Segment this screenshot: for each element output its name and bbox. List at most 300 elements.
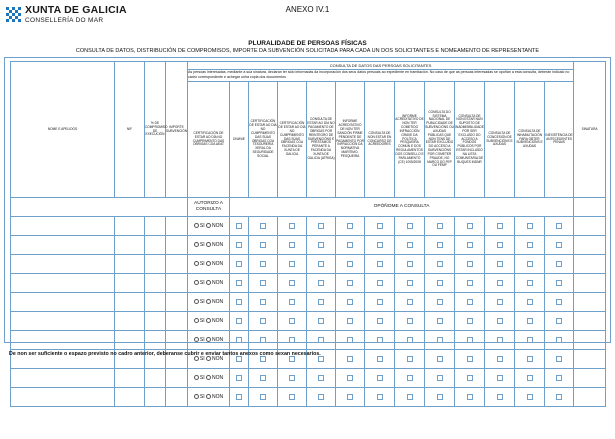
- oppose-cell: [278, 236, 307, 255]
- oppose-cell: [307, 217, 336, 236]
- oppose-checkbox[interactable]: [556, 299, 562, 305]
- oppose-cell: [336, 350, 365, 369]
- oppose-checkbox[interactable]: [527, 337, 533, 343]
- oppose-checkbox[interactable]: [347, 394, 353, 400]
- oppose-checkbox[interactable]: [260, 242, 266, 248]
- oppose-cell: [395, 331, 425, 350]
- oppose-checkbox[interactable]: [437, 261, 443, 267]
- consult-col-header-11: CONSULTA DE CONCESIÓN DE SUBVENCIÓNS E AXUDAS: [485, 82, 515, 198]
- oppose-cell: [395, 217, 425, 236]
- authorize-radio-group: [188, 293, 230, 312]
- oppose-checkbox[interactable]: [289, 375, 295, 381]
- oppose-checkbox[interactable]: [289, 337, 295, 343]
- oppose-checkbox[interactable]: [260, 375, 266, 381]
- applicant-row: [11, 236, 606, 255]
- nome-field[interactable]: [11, 255, 115, 274]
- oppose-checkbox[interactable]: [467, 223, 473, 229]
- oppose-checkbox[interactable]: [347, 356, 353, 362]
- radio-si[interactable]: [194, 299, 199, 304]
- radio-si-label: SI: [199, 223, 205, 229]
- oppose-cell: [230, 312, 249, 331]
- sinatura-field[interactable]: [574, 331, 606, 350]
- oppose-checkbox[interactable]: [260, 299, 266, 305]
- oppose-checkbox[interactable]: [318, 375, 324, 381]
- radio-non[interactable]: [206, 223, 211, 228]
- oppose-checkbox[interactable]: [467, 356, 473, 362]
- oppose-cell: [425, 350, 455, 369]
- oppose-checkbox[interactable]: [527, 280, 533, 286]
- oppose-checkbox[interactable]: [377, 394, 383, 400]
- oppose-cell: [425, 236, 455, 255]
- radio-non-label: NON: [212, 299, 224, 305]
- oppose-checkbox[interactable]: [467, 299, 473, 305]
- radio-si[interactable]: [194, 223, 199, 228]
- oppose-checkbox[interactable]: [289, 299, 295, 305]
- oppose-checkbox[interactable]: [556, 394, 562, 400]
- radio-si[interactable]: [194, 261, 199, 266]
- consult-col-header-4: CERTIFICACIÓN DE ESTAR AO DÍA NO CUMPRIMENTO DAS SÚAS OBRIGAS COA FACENDA DA XUNTA DE GALICIA: [278, 82, 307, 198]
- oppose-cell: [395, 274, 425, 293]
- sinatura-field[interactable]: [574, 369, 606, 388]
- oppose-checkbox[interactable]: [260, 394, 266, 400]
- nif-field[interactable]: [115, 369, 145, 388]
- consult-col-header-1: CERTIFICACIÓN DE ESTAR AO DÍA NO CUMPRIMENTO DAS OBRIGAS COA AEAT: [188, 82, 230, 198]
- oppose-cell: [425, 388, 455, 407]
- oppose-cell: [485, 312, 515, 331]
- oppose-checkbox[interactable]: [497, 223, 503, 229]
- radio-non[interactable]: [206, 337, 211, 342]
- nif-field[interactable]: [115, 217, 145, 236]
- oppose-checkbox[interactable]: [236, 394, 242, 400]
- oppose-checkbox[interactable]: [347, 261, 353, 267]
- oppose-cell: [336, 388, 365, 407]
- oppose-cell: [545, 217, 574, 236]
- oppose-checkbox[interactable]: [497, 356, 503, 362]
- oppose-checkbox[interactable]: [289, 223, 295, 229]
- sinatura-field[interactable]: [574, 236, 606, 255]
- oppose-checkbox[interactable]: [527, 356, 533, 362]
- oppose-cell: [336, 312, 365, 331]
- oppose-checkbox[interactable]: [236, 280, 242, 286]
- oppose-cell: [485, 236, 515, 255]
- nome-field[interactable]: [11, 236, 115, 255]
- oppose-checkbox[interactable]: [407, 375, 413, 381]
- radio-non[interactable]: [206, 299, 211, 304]
- oppose-checkbox[interactable]: [497, 261, 503, 267]
- oppose-cell: [425, 255, 455, 274]
- oppose-cell: [249, 388, 278, 407]
- oppose-cell: [515, 312, 545, 331]
- oppose-cell: [307, 293, 336, 312]
- oppose-cell: [395, 236, 425, 255]
- consulta-text: As persoas interesadas, mediante a súa sinatura, declaran ter sido informadas da incorporación dos seus datos persoais ao expediente en tramitación. No caso de que as persoas interesadas se opoñan a esta consulta, deberán indicalo no cadro correspondente e achegar unha copia dos documentos: [188, 70, 574, 82]
- oppose-checkbox[interactable]: [318, 280, 324, 286]
- nome-field[interactable]: [11, 312, 115, 331]
- radio-non[interactable]: [206, 318, 211, 323]
- oppose-cell: [230, 274, 249, 293]
- oppose-checkbox[interactable]: [556, 261, 562, 267]
- oppose-cell: [425, 293, 455, 312]
- oppose-cell: [278, 312, 307, 331]
- importe-field[interactable]: [166, 293, 188, 312]
- nome-field[interactable]: [11, 217, 115, 236]
- oppose-cell: [485, 217, 515, 236]
- oppose-checkbox[interactable]: [527, 261, 533, 267]
- oppose-checkbox[interactable]: [407, 280, 413, 286]
- oppose-cell: [455, 274, 485, 293]
- oppose-checkbox[interactable]: [407, 223, 413, 229]
- oppose-checkbox[interactable]: [236, 261, 242, 267]
- radio-si[interactable]: [194, 337, 199, 342]
- oppose-checkbox[interactable]: [260, 280, 266, 286]
- oppose-checkbox[interactable]: [556, 242, 562, 248]
- oppose-cell: [515, 236, 545, 255]
- oppose-cell: [545, 293, 574, 312]
- consult-col-header-12: CONSULTA DE INHABILITACIÓN PARA OBTER SUBVENCIÓNS E AXUDAS: [515, 82, 545, 198]
- oppose-cell: [336, 331, 365, 350]
- oppose-checkbox[interactable]: [347, 242, 353, 248]
- oppose-cell: [278, 293, 307, 312]
- applicant-row: [11, 331, 606, 350]
- oppose-cell: [278, 274, 307, 293]
- oppose-checkbox[interactable]: [289, 394, 295, 400]
- radio-non[interactable]: [206, 261, 211, 266]
- oppose-cell: [545, 236, 574, 255]
- oppose-cell: [230, 293, 249, 312]
- oppose-checkbox[interactable]: [318, 223, 324, 229]
- oppose-checkbox[interactable]: [347, 337, 353, 343]
- oppose-checkbox[interactable]: [289, 261, 295, 267]
- oppose-checkbox[interactable]: [377, 318, 383, 324]
- oppose-checkbox[interactable]: [437, 318, 443, 324]
- authorize-radio-group: [188, 217, 230, 236]
- nome-field[interactable]: [11, 331, 115, 350]
- oppose-cell: [307, 255, 336, 274]
- oppose-checkbox[interactable]: [556, 337, 562, 343]
- oppose-cell: [425, 369, 455, 388]
- oppose-checkbox[interactable]: [467, 242, 473, 248]
- oppose-cell: [278, 388, 307, 407]
- applicant-row: [11, 388, 606, 407]
- radio-si[interactable]: [194, 318, 199, 323]
- nif-field[interactable]: [115, 312, 145, 331]
- oppose-checkbox[interactable]: [407, 337, 413, 343]
- oppose-checkbox[interactable]: [377, 223, 383, 229]
- importe-field[interactable]: [166, 369, 188, 388]
- sinatura-field[interactable]: [574, 312, 606, 331]
- col-nome-header: NOME E APELIDOS: [11, 62, 115, 198]
- oppose-cell: [455, 217, 485, 236]
- authorize-radio-group: [188, 369, 230, 388]
- oppose-checkbox[interactable]: [497, 280, 503, 286]
- oppose-checkbox[interactable]: [497, 394, 503, 400]
- oppose-checkbox[interactable]: [497, 299, 503, 305]
- radio-si[interactable]: [194, 280, 199, 285]
- oppose-checkbox[interactable]: [347, 223, 353, 229]
- oppose-checkbox[interactable]: [318, 337, 324, 343]
- authorize-radio-group: [188, 312, 230, 331]
- oppose-checkbox[interactable]: [407, 242, 413, 248]
- oppose-checkbox[interactable]: [260, 318, 266, 324]
- oppose-checkbox[interactable]: [347, 318, 353, 324]
- oppose-cell: [307, 388, 336, 407]
- radio-non-label: NON: [212, 375, 224, 381]
- oppose-checkbox[interactable]: [347, 299, 353, 305]
- importe-field[interactable]: [166, 312, 188, 331]
- oppose-checkbox[interactable]: [467, 318, 473, 324]
- oppose-checkbox[interactable]: [318, 394, 324, 400]
- nome-field[interactable]: [11, 274, 115, 293]
- importe-field[interactable]: [166, 274, 188, 293]
- nif-field[interactable]: [115, 236, 145, 255]
- oppose-checkbox[interactable]: [318, 299, 324, 305]
- oppose-cell: [365, 274, 395, 293]
- oppose-checkbox[interactable]: [318, 242, 324, 248]
- oppose-checkbox[interactable]: [377, 337, 383, 343]
- oppose-checkbox[interactable]: [260, 261, 266, 267]
- consulta-title: CONSULTA DE DATOS DAS PERSOAS SOLICITANTES: [188, 62, 574, 70]
- oppose-cell: [249, 369, 278, 388]
- nif-field[interactable]: [115, 255, 145, 274]
- radio-si[interactable]: [194, 394, 199, 399]
- oppose-checkbox[interactable]: [437, 394, 443, 400]
- oppose-checkbox[interactable]: [236, 318, 242, 324]
- radio-non[interactable]: [206, 394, 211, 399]
- applicant-row: [11, 312, 606, 331]
- oppose-checkbox[interactable]: [437, 299, 443, 305]
- oppose-checkbox[interactable]: [556, 356, 562, 362]
- oppose-cell: [515, 255, 545, 274]
- applicant-row: [11, 293, 606, 312]
- nome-field[interactable]: [11, 388, 115, 407]
- nome-field[interactable]: [11, 369, 115, 388]
- oppose-checkbox[interactable]: [497, 318, 503, 324]
- radio-si-label: SI: [199, 280, 205, 286]
- radio-si[interactable]: [194, 375, 199, 380]
- oppose-checkbox[interactable]: [527, 318, 533, 324]
- oppose-cell: [249, 217, 278, 236]
- oppose-cell: [485, 388, 515, 407]
- importe-field[interactable]: [166, 236, 188, 255]
- oppose-checkbox[interactable]: [289, 318, 295, 324]
- oppose-checkbox[interactable]: [260, 337, 266, 343]
- oppose-checkbox[interactable]: [407, 299, 413, 305]
- oppose-cell: [336, 236, 365, 255]
- nome-field[interactable]: [11, 293, 115, 312]
- radio-non-label: NON: [212, 280, 224, 286]
- sinatura-field[interactable]: [574, 217, 606, 236]
- importe-field[interactable]: [166, 255, 188, 274]
- authorize-radio-group: [188, 236, 230, 255]
- radio-non-label: NON: [212, 261, 224, 267]
- importe-field[interactable]: [166, 331, 188, 350]
- consult-col-header-7: CONSULTA DE NON ESTAR EN CONCURSO DE ACREEDORES: [365, 82, 395, 198]
- oppose-cell: [365, 217, 395, 236]
- oppose-checkbox[interactable]: [377, 280, 383, 286]
- applicant-row: [11, 217, 606, 236]
- col-nif-header: NIF: [115, 62, 145, 198]
- sub-spacer: [11, 198, 188, 217]
- radio-non-label: NON: [212, 356, 224, 362]
- oppose-cell: [395, 388, 425, 407]
- oppose-checkbox[interactable]: [377, 242, 383, 248]
- compromiso-field[interactable]: [145, 236, 166, 255]
- oppose-checkbox[interactable]: [407, 394, 413, 400]
- nif-field[interactable]: [115, 293, 145, 312]
- oppose-checkbox[interactable]: [377, 299, 383, 305]
- nif-field[interactable]: [115, 331, 145, 350]
- oppose-checkbox[interactable]: [377, 375, 383, 381]
- oppose-checkbox[interactable]: [527, 375, 533, 381]
- radio-non-label: NON: [212, 242, 224, 248]
- oppose-checkbox[interactable]: [467, 337, 473, 343]
- oppose-cell: [515, 388, 545, 407]
- oppose-cell: [455, 350, 485, 369]
- oppose-checkbox[interactable]: [407, 318, 413, 324]
- oppose-cell: [545, 312, 574, 331]
- oppose-cell: [230, 331, 249, 350]
- radio-non[interactable]: [206, 242, 211, 247]
- oppose-checkbox[interactable]: [467, 394, 473, 400]
- col-importe-header: IMPORTE SUBVENCIÓN: [166, 62, 188, 198]
- oppose-cell: [455, 388, 485, 407]
- oppose-checkbox[interactable]: [527, 299, 533, 305]
- oppose-checkbox[interactable]: [437, 242, 443, 248]
- oppose-checkbox[interactable]: [437, 356, 443, 362]
- sinatura-field[interactable]: [574, 350, 606, 369]
- oppose-checkbox[interactable]: [437, 337, 443, 343]
- oppose-checkbox[interactable]: [236, 242, 242, 248]
- oppose-checkbox[interactable]: [556, 318, 562, 324]
- oppose-cell: [455, 331, 485, 350]
- oppose-checkbox[interactable]: [377, 261, 383, 267]
- oppose-checkbox[interactable]: [318, 261, 324, 267]
- oppose-cell: [365, 350, 395, 369]
- radio-si-label: SI: [199, 261, 205, 267]
- radio-si-label: SI: [199, 242, 205, 248]
- oppose-checkbox[interactable]: [497, 242, 503, 248]
- oppose-cell: [545, 350, 574, 369]
- oppose-cell: [425, 217, 455, 236]
- oppose-checkbox[interactable]: [377, 356, 383, 362]
- compromiso-field[interactable]: [145, 312, 166, 331]
- radio-si-label: SI: [199, 394, 205, 400]
- compromiso-field[interactable]: [145, 274, 166, 293]
- oppose-cell: [485, 331, 515, 350]
- oppose-cell: [485, 293, 515, 312]
- nif-field[interactable]: [115, 388, 145, 407]
- oppose-cell: [365, 236, 395, 255]
- oppose-cell: [425, 312, 455, 331]
- oppose-checkbox[interactable]: [236, 337, 242, 343]
- oppose-checkbox[interactable]: [236, 223, 242, 229]
- oppose-cell: [278, 331, 307, 350]
- oppose-checkbox[interactable]: [407, 261, 413, 267]
- compromiso-field[interactable]: [145, 331, 166, 350]
- oppose-cell: [545, 369, 574, 388]
- oppose-cell: [395, 369, 425, 388]
- oppose-checkbox[interactable]: [467, 261, 473, 267]
- oppose-cell: [336, 293, 365, 312]
- sinatura-field[interactable]: [574, 255, 606, 274]
- oppose-checkbox[interactable]: [347, 280, 353, 286]
- oppose-cell: [485, 255, 515, 274]
- sinatura-field[interactable]: [574, 388, 606, 407]
- oppose-checkbox[interactable]: [556, 375, 562, 381]
- oppose-checkbox[interactable]: [260, 223, 266, 229]
- sinatura-field[interactable]: [574, 274, 606, 293]
- oppose-checkbox[interactable]: [236, 299, 242, 305]
- oppose-checkbox[interactable]: [236, 375, 242, 381]
- radio-non-label: NON: [212, 318, 224, 324]
- authorize-radio-group: [188, 388, 230, 407]
- oppose-checkbox[interactable]: [407, 356, 413, 362]
- oppose-cell: [515, 369, 545, 388]
- applicant-row: [11, 369, 606, 388]
- oppose-checkbox[interactable]: [289, 280, 295, 286]
- compromiso-field[interactable]: [145, 388, 166, 407]
- oppose-checkbox[interactable]: [556, 223, 562, 229]
- oppose-checkbox[interactable]: [527, 394, 533, 400]
- sinatura-field[interactable]: [574, 293, 606, 312]
- oppose-checkbox[interactable]: [467, 280, 473, 286]
- consult-col-header-10: CONSULTA DE NON ESTAR NUN SUPOSTO DE INADMISIBILIDADE POR SER EXCLUÍDO DO ACCESO A FONDOS PÚBLICOS POR ESTAR INCLUÍDO NA LISTA COMUNITARIA DE BUQUES INDNR: [455, 82, 485, 198]
- nif-field[interactable]: [115, 274, 145, 293]
- oppose-cell: [485, 369, 515, 388]
- authorize-label: AUTORIZO A CONSULTA: [188, 198, 230, 217]
- oppose-cell: [515, 350, 545, 369]
- oppose-checkbox[interactable]: [497, 375, 503, 381]
- oppose-cell: [425, 274, 455, 293]
- importe-field[interactable]: [166, 217, 188, 236]
- oppose-cell: [336, 274, 365, 293]
- oppose-cell: [455, 293, 485, 312]
- oppose-checkbox[interactable]: [556, 280, 562, 286]
- oppose-checkbox[interactable]: [437, 375, 443, 381]
- radio-non[interactable]: [206, 375, 211, 380]
- compromiso-field[interactable]: [145, 293, 166, 312]
- annex-number: ANEXO IV.1: [285, 5, 330, 14]
- oppose-checkbox[interactable]: [289, 242, 295, 248]
- oppose-checkbox[interactable]: [347, 375, 353, 381]
- compromiso-field[interactable]: [145, 369, 166, 388]
- oppose-checkbox[interactable]: [437, 280, 443, 286]
- oppose-cell: [545, 274, 574, 293]
- oppose-checkbox[interactable]: [497, 337, 503, 343]
- oppose-cell: [545, 388, 574, 407]
- compromiso-field[interactable]: [145, 255, 166, 274]
- oppose-cell: [395, 350, 425, 369]
- radio-si-label: SI: [199, 337, 205, 343]
- oppose-cell: [278, 255, 307, 274]
- radio-non[interactable]: [206, 280, 211, 285]
- oppose-cell: [515, 217, 545, 236]
- oppose-cell: [365, 331, 395, 350]
- radio-non-label: NON: [212, 223, 224, 229]
- oppose-cell: [249, 255, 278, 274]
- consult-col-header-2: DNI/NIE: [230, 82, 249, 198]
- compromiso-field[interactable]: [145, 217, 166, 236]
- oppose-checkbox[interactable]: [527, 223, 533, 229]
- radio-si[interactable]: [194, 242, 199, 247]
- oppose-cell: [307, 274, 336, 293]
- importe-field[interactable]: [166, 388, 188, 407]
- oppose-checkbox[interactable]: [318, 318, 324, 324]
- oppose-checkbox[interactable]: [437, 223, 443, 229]
- oppose-cell: [515, 331, 545, 350]
- oppose-checkbox[interactable]: [527, 242, 533, 248]
- oppose-checkbox[interactable]: [467, 375, 473, 381]
